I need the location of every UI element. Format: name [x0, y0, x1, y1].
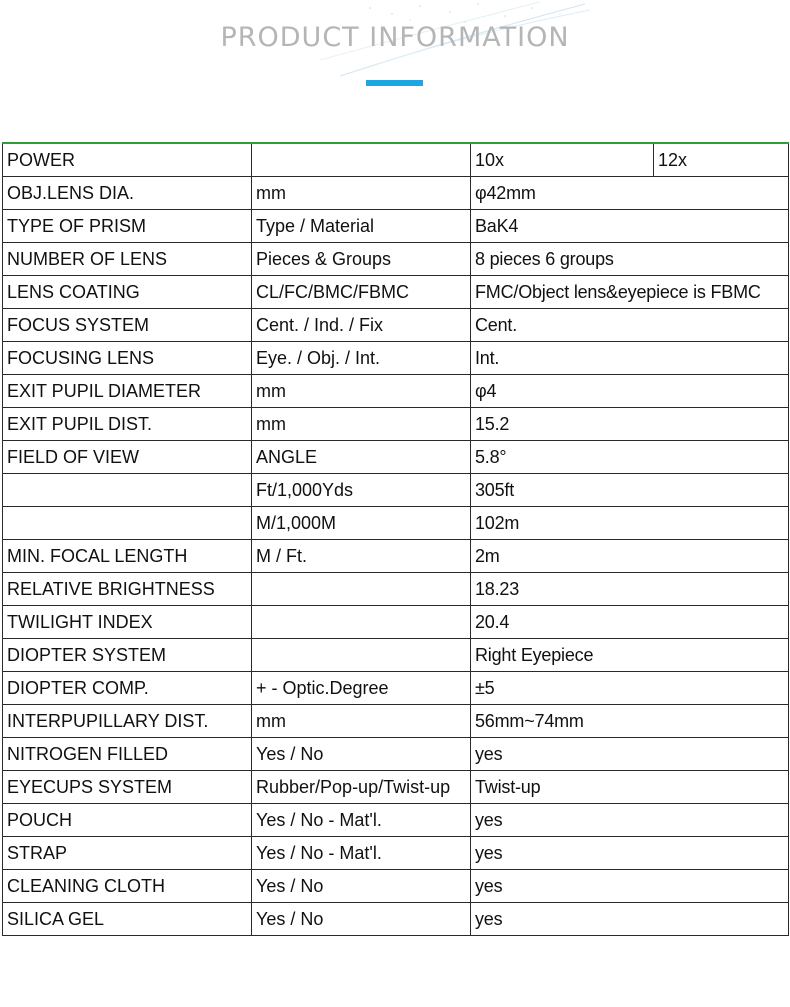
spec-unit: mm	[252, 408, 471, 441]
spec-value: FMC/Object lens&eyepiece is FBMC	[471, 276, 789, 309]
spec-label: TWILIGHT INDEX	[3, 606, 252, 639]
spec-row	[3, 672, 789, 705]
spec-row	[3, 705, 789, 738]
spec-label: FOCUS SYSTEM	[3, 309, 252, 342]
spec-value: 102m	[471, 507, 789, 540]
spec-table	[2, 142, 789, 936]
spec-value: Cent.	[471, 309, 789, 342]
spec-unit: Yes / No	[252, 738, 471, 771]
spec-row	[3, 441, 789, 474]
spec-value: yes	[471, 870, 789, 903]
spec-value: 10x	[471, 143, 654, 177]
page-header	[0, 0, 790, 100]
spec-label: SILICA GEL	[3, 903, 252, 936]
spec-unit: Type / Material	[252, 210, 471, 243]
spec-label: FOCUSING LENS	[3, 342, 252, 375]
spec-unit: Pieces & Groups	[252, 243, 471, 276]
spec-label: EYECUPS SYSTEM	[3, 771, 252, 804]
spec-value: Twist-up	[471, 771, 789, 804]
spec-value: yes	[471, 804, 789, 837]
spec-value: 56mm~74mm	[471, 705, 789, 738]
spec-value: yes	[471, 837, 789, 870]
spec-label: EXIT PUPIL DIAMETER	[3, 375, 252, 408]
spec-label: POWER	[3, 143, 252, 177]
spec-unit: Rubber/Pop-up/Twist-up	[252, 771, 471, 804]
spec-row	[3, 804, 789, 837]
spec-value: ±5	[471, 672, 789, 705]
spec-label: TYPE OF PRISM	[3, 210, 252, 243]
spec-row	[3, 837, 789, 870]
spec-value: φ4	[471, 375, 789, 408]
spec-unit: Ft/1,000Yds	[252, 474, 471, 507]
spec-row	[3, 474, 789, 507]
spec-value: 15.2	[471, 408, 789, 441]
spec-unit	[252, 606, 471, 639]
spec-label: NUMBER OF LENS	[3, 243, 252, 276]
spec-unit: mm	[252, 177, 471, 210]
spec-unit: mm	[252, 705, 471, 738]
spec-row	[3, 573, 789, 606]
spec-value: φ42mm	[471, 177, 789, 210]
spec-unit: M/1,000M	[252, 507, 471, 540]
spec-row	[3, 870, 789, 903]
spec-row	[3, 177, 789, 210]
spec-label: POUCH	[3, 804, 252, 837]
spec-row	[3, 606, 789, 639]
spec-value: 20.4	[471, 606, 789, 639]
spec-value: Right Eyepiece	[471, 639, 789, 672]
spec-label: DIOPTER COMP.	[3, 672, 252, 705]
spec-row	[3, 309, 789, 342]
spec-label: RELATIVE BRIGHTNESS	[3, 573, 252, 606]
spec-row	[3, 639, 789, 672]
spec-value: 305ft	[471, 474, 789, 507]
spec-row	[3, 143, 789, 177]
spec-unit: Eye. / Obj. / Int.	[252, 342, 471, 375]
spec-unit	[252, 639, 471, 672]
spec-unit	[252, 573, 471, 606]
spec-unit: Cent. / Ind. / Fix	[252, 309, 471, 342]
spec-table-body	[3, 143, 789, 936]
spec-label	[3, 474, 252, 507]
spec-value: yes	[471, 903, 789, 936]
spec-row	[3, 903, 789, 936]
spec-row	[3, 738, 789, 771]
spec-label: LENS COATING	[3, 276, 252, 309]
spec-row	[3, 507, 789, 540]
spec-unit: + - Optic.Degree	[252, 672, 471, 705]
spec-label: FIELD OF VIEW	[3, 441, 252, 474]
spec-value: yes	[471, 738, 789, 771]
spec-unit: ANGLE	[252, 441, 471, 474]
spec-row	[3, 210, 789, 243]
spec-unit: Yes / No - Mat'l.	[252, 804, 471, 837]
spec-unit: Yes / No - Mat'l.	[252, 837, 471, 870]
spec-label: CLEANING CLOTH	[3, 870, 252, 903]
spec-value: 18.23	[471, 573, 789, 606]
spec-row	[3, 540, 789, 573]
spec-label	[3, 507, 252, 540]
spec-label: MIN. FOCAL LENGTH	[3, 540, 252, 573]
spec-unit: mm	[252, 375, 471, 408]
spec-unit: M / Ft.	[252, 540, 471, 573]
spec-label: NITROGEN FILLED	[3, 738, 252, 771]
spec-row	[3, 276, 789, 309]
spec-row	[3, 375, 789, 408]
spec-label: INTERPUPILLARY DIST.	[3, 705, 252, 738]
spec-unit: CL/FC/BMC/FBMC	[252, 276, 471, 309]
page-title: PRODUCT INFORMATION	[220, 22, 570, 53]
spec-value: 12x	[654, 143, 789, 177]
spec-value: Int.	[471, 342, 789, 375]
spec-label: OBJ.LENS DIA.	[3, 177, 252, 210]
spec-row	[3, 408, 789, 441]
spec-row	[3, 342, 789, 375]
spec-unit: Yes / No	[252, 870, 471, 903]
spec-value: 2m	[471, 540, 789, 573]
spec-value: BaK4	[471, 210, 789, 243]
spec-label: STRAP	[3, 837, 252, 870]
spec-row	[3, 243, 789, 276]
spec-label: DIOPTER SYSTEM	[3, 639, 252, 672]
spec-row	[3, 771, 789, 804]
spec-label: EXIT PUPIL DIST.	[3, 408, 252, 441]
spec-value: 8 pieces 6 groups	[471, 243, 789, 276]
spec-value: 5.8°	[471, 441, 789, 474]
title-accent-bar	[366, 80, 423, 86]
spec-unit: Yes / No	[252, 903, 471, 936]
spec-unit	[252, 143, 471, 177]
